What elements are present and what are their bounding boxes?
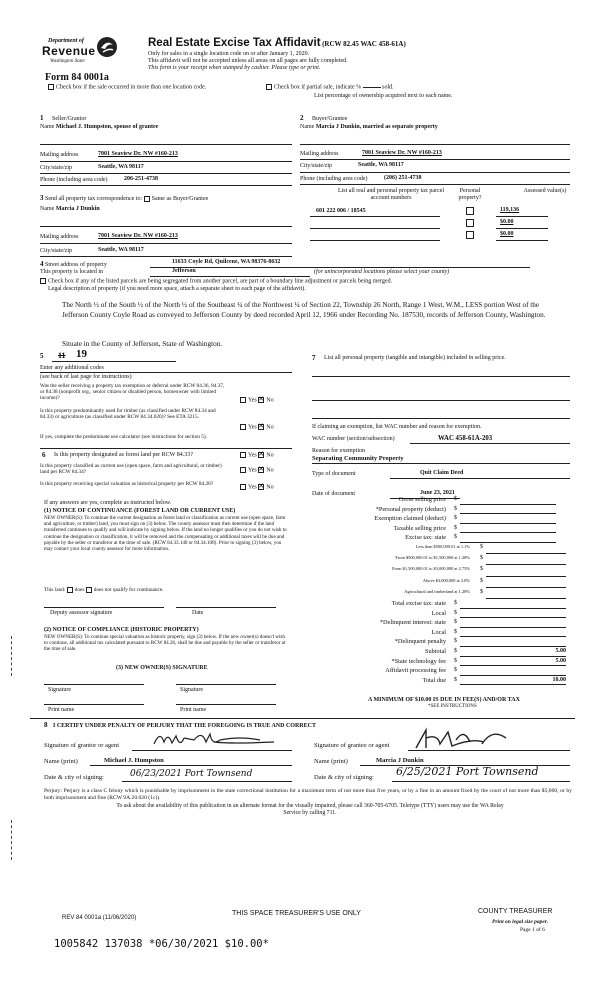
parcels-header-3: Assessed value(s) <box>523 188 567 194</box>
section5-code-value[interactable]: 19 <box>76 348 87 360</box>
tax-row <box>312 667 574 677</box>
s5-q3: If yes, complete the predominate use calculator (see instructions for section 5). <box>40 434 207 440</box>
tax-row-currency: $ <box>454 496 457 502</box>
rev-number: REV 84 0001a (11/06/2020) <box>62 915 137 921</box>
tax-row-currency: $ <box>480 555 483 562</box>
segregated-row[interactable] <box>40 278 560 285</box>
tax-row-currency: $ <box>454 676 457 683</box>
tax-row <box>312 638 574 648</box>
tax-row <box>312 506 574 516</box>
buyer-number: 2 <box>300 114 304 122</box>
tax-table <box>312 496 574 696</box>
parcel-row-2-value[interactable]: $0.00 <box>500 219 514 225</box>
tax-row-value[interactable]: 5.00 <box>555 657 566 664</box>
compliance-body: NEW OWNER(S): To continue special valuation as historic property, sign (3) below. If the new owner(s) doesn't wish to continue, all additional tax calculated pursuant to RCW 84.26, shall be due and payable by the seller or transferor at the time of sale. <box>44 634 286 653</box>
form-number: Form 84 0001a <box>45 72 109 83</box>
availability-text: To ask about the availability of this publication in an alternate format for the visually impaired, please call 360-705-6705. Teletype (TTY) users may use the WA Relay Service by calling 711. <box>116 803 504 817</box>
seller-city-label: City/state/zip <box>40 165 72 171</box>
tax-row-label: Less than $500,000.01 at 1.1% <box>415 544 470 549</box>
partial-sale-row[interactable] <box>266 84 394 91</box>
additional-codes-label: Enter any additional codes <box>40 365 104 371</box>
grantee-name-label: Name (print) <box>314 758 348 765</box>
s6-q3: Is this property receiving special valuation as historical property per RCW 84.26? <box>40 481 214 487</box>
parcels-header-2: Personal property? <box>458 188 482 201</box>
sig-grantee-label: Signature of grantee or agent <box>314 742 390 749</box>
tax-row <box>312 677 574 687</box>
sig-grantor-label: Signature of grantor or agent <box>44 742 120 749</box>
land-label: This land: <box>44 587 66 594</box>
tax-row <box>312 515 574 525</box>
corr-city-label: City/state/zip <box>40 248 72 254</box>
seller-mailing-label: Mailing address <box>40 152 79 158</box>
tax-row-label: Excise tax: state <box>405 534 446 542</box>
tax-row-label: Local <box>431 628 446 636</box>
grantor-signature[interactable] <box>150 728 280 750</box>
grantee-name-value[interactable]: Marcia J Dunkin <box>376 757 424 764</box>
seller-name-row <box>40 124 158 131</box>
s6-q3-yes-checkbox[interactable] <box>240 484 246 490</box>
wac-value[interactable]: WAC 458-61A-203 <box>438 435 493 442</box>
tax-row-label: Total excise tax: state <box>391 600 446 607</box>
street-label: Street address of property <box>45 262 107 268</box>
header-note-3: This form is your receipt when stamped by cashier. Please type or print. <box>148 65 321 71</box>
tax-row <box>312 534 574 544</box>
s5-q1-no-label: No <box>266 397 274 404</box>
s6-q2-no-label: No <box>266 467 274 474</box>
s6-q3-no-label: No <box>266 484 274 491</box>
buyer-name-row <box>300 124 438 131</box>
page-number: Page 1 of 6 <box>520 927 545 933</box>
certify-statement: I CERTIFY UNDER PENALTY OF PERJURY THAT THE FOREGOING IS TRUE AND CORRECT <box>53 723 316 729</box>
s5-q2: Is this property predominantly used for timber (as classified under RCW 84.34 and 84.33) or agriculture (as classified under RCW 84.34.020)? See ETA 3215. <box>40 408 216 421</box>
tax-row-label: Affidavit processing fee <box>385 667 446 675</box>
segregated-label: Check box if any of the listed parcels are being segregated from another parcel, are part of a boundary line adjustment or parcels being merged. <box>48 278 393 285</box>
multi-location-checkbox[interactable] <box>48 84 54 90</box>
grantee-date-value[interactable]: 6/25/2021 Port Townsend <box>396 765 539 778</box>
legal-paper-note: Print on legal size paper. <box>492 919 549 925</box>
tax-row <box>312 525 574 535</box>
segregated-checkbox[interactable] <box>40 278 46 284</box>
header-note-2: This affidavit will not be accepted unless all areas on all pages are fully completed. <box>148 58 348 65</box>
located-label: This property is located in <box>40 269 103 275</box>
s5-q2-no-checkbox[interactable] <box>258 424 264 430</box>
located-value[interactable]: Jefferson <box>172 268 196 274</box>
s5-q1-yes-checkbox[interactable] <box>240 397 246 403</box>
legal-description-text[interactable]: The North ½ of the South ½ of the North ½ of the Southeast ¼ of the Northwest ¼ of Section 22, Township 26 North, Range 1 West, W.M., LESS portion West of the Jefferson County Coyle Road as conveyed to Jefferson County by deed recorded April 12, 1966 under Recording No. 187530, records of Jefferson County, Washington. <box>62 301 546 320</box>
s5-q1-yes-label: Yes <box>248 397 257 404</box>
tax-row-currency: $ <box>454 619 457 626</box>
tax-row-label: Local <box>431 609 446 617</box>
corr-name-row <box>40 206 100 213</box>
reason-value[interactable]: Separating Community Property <box>312 455 404 462</box>
tax-row-currency: $ <box>480 588 483 595</box>
corr-mailing-label: Mailing address <box>40 234 79 240</box>
tax-row-label: Agricultural and timberland at 1.28% <box>404 588 470 594</box>
buyer-phone-value[interactable]: (206) 251-4738 <box>384 175 422 181</box>
tax-row <box>312 544 574 555</box>
doc-type-label: Type of document <box>312 471 356 477</box>
section8-number: 8 <box>44 721 48 729</box>
treasurer-use-label: THIS SPACE TREASURER'S USE ONLY <box>232 910 361 917</box>
tax-row <box>312 600 574 610</box>
s5-q2-yes-label: Yes <box>248 424 257 431</box>
tax-row-label: Above $3,000,000 at 3.0% <box>422 577 470 583</box>
s5-q2-answer[interactable] <box>240 424 274 431</box>
s6-q4: If any answers are yes, complete as instructed below. <box>44 500 172 506</box>
situate-text[interactable]: Situate in the County of Jefferson, State of Washington. <box>62 340 223 348</box>
partial-sale-label: Check box if partial sale, indicate % <box>274 84 362 91</box>
tax-row-label: *Delinquent penalty <box>394 638 446 646</box>
doc-date-label: Date of document <box>312 491 355 497</box>
additional-codes-sub: (see back of last page for instructions) <box>40 374 132 380</box>
corr-name-label: Name <box>40 206 55 212</box>
parcel-row-3-value[interactable]: $0.00 <box>500 231 514 237</box>
land-qualify-row[interactable] <box>44 587 164 593</box>
buyer-name-label: Name <box>300 124 315 130</box>
s6-q2-no-checkbox[interactable] <box>258 467 264 473</box>
tax-row <box>312 648 574 658</box>
s6-q1-no-checkbox[interactable] <box>258 452 264 458</box>
tax-row-currency: $ <box>454 515 457 522</box>
buyer-city-value[interactable]: Seattle, WA 98117 <box>358 162 404 168</box>
tax-row-label: Total due <box>422 676 446 684</box>
tax-row-currency: $ <box>454 667 457 674</box>
compliance-title: (2) NOTICE OF COMPLIANCE (HISTORIC PROPERTY) <box>44 627 199 633</box>
buyer-mailing-value[interactable]: 7001 Seaview Dr. NW #160-213 <box>362 150 442 156</box>
doc-type-value[interactable]: Quit Claim Deed <box>420 470 464 476</box>
legal-description-label: Legal description of property (if you need more space, attach a separate sheet to each page of the affidavit). <box>48 286 306 292</box>
doc-date-value[interactable]: June 23, 2021 <box>420 490 455 496</box>
tax-row-label: *Delinquent interest: state <box>379 619 446 627</box>
s5-q2-yes-checkbox[interactable] <box>240 424 246 430</box>
s6-q1-yes-label: Yes <box>248 452 257 459</box>
new-owner-print-label-1: Print name <box>48 707 75 713</box>
section7-label: List all personal property (tangible and intangible) included in selling price. <box>324 355 506 361</box>
corr-same-label: Same as Buyer/Grantee <box>151 196 209 202</box>
corr-row <box>40 194 208 203</box>
header-note-1: Only for sales in a single location code on or after January 1, 2020. <box>148 51 310 58</box>
perjury-text: Perjury: Perjury is a class C felony which is punishable by imprisonment in the state correctional institution for a maximum term of not more than five years, or by a fine in an amount fixed by the court of not more than $5,000, or by both imprisonment and fine (RCW 9A.20.020 (1c)). <box>44 788 572 801</box>
form-title: Real Estate Excise Tax Affidavit <box>148 37 321 49</box>
new-owner-signature-title: (3) NEW OWNER(S) SIGNATURE <box>116 665 208 671</box>
continuance-title: (1) NOTICE OF CONTINUANCE (FOREST LAND OR CURRENT USE) <box>44 508 236 514</box>
partial-sale-checkbox[interactable] <box>266 84 272 90</box>
section7-number: 7 <box>312 354 316 362</box>
dor-logo-line3: Washington State <box>50 59 85 64</box>
tax-row-currency: $ <box>480 566 483 573</box>
s6-q1: Is this property designated as forest land per RCW 84.33? <box>54 452 193 458</box>
tax-row-currency: $ <box>454 524 457 531</box>
land-does-label: does <box>74 587 85 594</box>
tax-row <box>312 555 574 566</box>
tax-row-label: From $1,500,000.01 to $3,000,000 at 2.75% <box>392 566 470 572</box>
s6-q2-yes-checkbox[interactable] <box>240 467 246 473</box>
corr-name-value[interactable]: Marcia J Dunkin <box>55 206 100 212</box>
s6-q3-no-checkbox[interactable] <box>258 484 264 490</box>
tax-row-currency: $ <box>454 628 457 635</box>
s5-q1-no-checkbox[interactable] <box>258 397 264 403</box>
s6-q2-answer[interactable] <box>240 467 274 474</box>
continuance-body: NEW OWNER(S): To continue the current designation as forest land or classification as current use (open space, farm and agriculture, or timber) land, you must sign on (3) below. The county assessor must then determine if the land transferred continues to qualify and will indicate by signing below. If the land no longer qualifies or you do not wish to continue the designation or classification, it will be removed and the compensating or additional taxes will be due and payable by the seller or transferor at the time of sale. (RCW 84.33.140 or 84.34.108). Prior to signing (3) below, you may contact your local county assessor for more information. <box>44 515 287 553</box>
corr-label: Send all property tax correspondence to: <box>45 196 143 202</box>
seller-phone-value[interactable]: 206-251-4738 <box>124 176 158 182</box>
tax-row-currency: $ <box>480 577 483 584</box>
s5-q1: Was the seller receiving a property tax exemption or deferral under RCW 84.36, 84.37, or 84.38 (nonprofit org., senior citizen or disabled person, homeowner with limited income)? <box>40 383 225 402</box>
partial-sold-label: sold. <box>382 84 394 91</box>
tax-row-currency: $ <box>454 657 457 664</box>
grantee-signature[interactable] <box>412 724 522 752</box>
tax-row-currency: $ <box>454 648 457 654</box>
land-does-checkbox[interactable] <box>67 587 73 593</box>
reason-label: Reason for exemption <box>312 448 365 454</box>
dor-swirl-icon <box>96 36 118 58</box>
tax-row <box>312 619 574 629</box>
new-owner-print-label-2: Print name <box>180 707 207 713</box>
tax-row-label: Gross selling price <box>398 496 446 503</box>
buyer-name-value[interactable]: Marcia J Dunkin, married as separate property <box>315 124 438 130</box>
deputy-signature-label: Deputy assessor signature <box>50 610 113 616</box>
parcel-row-3-personal-checkbox[interactable] <box>466 231 474 239</box>
parcel-row-1-value[interactable]: 119,136 <box>500 207 520 213</box>
grantor-date-label: Date & city of signing: <box>44 774 104 781</box>
street-address-value[interactable]: 11633 Coyle Rd, Quilcene, WA 98376-8632 <box>172 259 281 265</box>
wac-label: WAC number (section/subsection) <box>312 436 395 442</box>
grantee-date-label: Date & city of signing: <box>314 774 374 781</box>
form-rcw: (RCW 82.45 WAC 458-61A) <box>322 40 406 48</box>
dor-logo <box>40 36 120 66</box>
form-title-block <box>148 37 488 72</box>
grantor-name-value[interactable]: Michael J. Humpston <box>104 757 164 764</box>
section5-code-strike: 11 <box>58 351 66 360</box>
unincorporated-note: (for unincorporated locations please select your county) <box>314 269 450 275</box>
seller-label: Seller/Grantor <box>52 116 87 122</box>
parcel-row-1-number[interactable]: 601 222 006 / 18545 <box>316 208 366 214</box>
tax-row <box>312 589 574 600</box>
seller-name-label: Name <box>40 124 55 130</box>
tax-row-label: *State technology fee <box>391 657 446 665</box>
dor-logo-line1: Department of <box>48 38 84 44</box>
seller-name-value[interactable]: Michael J. Humpston, spouse of grantee <box>55 124 159 130</box>
seller-mailing-value[interactable]: 7001 Seaview Dr. NW #160-213 <box>98 151 178 157</box>
tax-row <box>312 496 574 506</box>
s6-q1-yes-checkbox[interactable] <box>240 452 246 458</box>
tax-row-label: *Personal property (deduct) <box>375 505 446 513</box>
street-row <box>40 260 107 269</box>
multi-location-row[interactable] <box>48 84 206 91</box>
tax-row-currency: $ <box>454 638 457 645</box>
tax-row <box>312 629 574 639</box>
tax-row-value[interactable]: 10.00 <box>552 676 566 683</box>
tax-row-label: Taxable selling price <box>393 524 446 532</box>
s6-q1-no-label: No <box>266 452 274 459</box>
buyer-city-label: City/state/zip <box>300 163 332 169</box>
exemption-label: If claiming an exemption, list WAC number and reason for exemption. <box>312 424 482 430</box>
s6-q2: Is this property classified as current use (open space, farm and agricultural, or timber) land per RCW 84.34? <box>40 463 222 476</box>
corr-mailing-value[interactable]: 7001 Seaview Dr. NW #160-213 <box>98 233 178 239</box>
parcel-row-1-personal-checkbox[interactable] <box>466 207 474 215</box>
parcels-header-1: List all real and personal property tax parcel account numbers <box>337 188 445 201</box>
tax-row <box>312 578 574 589</box>
tax-row <box>312 658 574 668</box>
grantor-name-label: Name (print) <box>44 758 78 765</box>
grantor-date-value[interactable]: 06/23/2021 Port Townsend <box>130 769 253 779</box>
new-owner-signature-label-2: Signature <box>180 687 203 693</box>
tax-row-value[interactable]: 5.00 <box>555 648 566 654</box>
tax-row-currency: $ <box>454 505 457 512</box>
deputy-date-label: Date <box>192 610 204 616</box>
corr-number: 3 <box>40 194 44 202</box>
buyer-mailing-label: Mailing address <box>300 151 339 157</box>
tax-row-currency: $ <box>454 600 457 606</box>
s5-q1-answer[interactable] <box>240 397 274 404</box>
land-does-not-label: does not qualify for continuance. <box>93 587 164 594</box>
s6-q2-yes-label: Yes <box>248 467 257 474</box>
seller-city-value[interactable]: Seattle, WA 98117 <box>98 164 144 170</box>
corr-same-checkbox[interactable] <box>144 196 150 202</box>
tax-row-currency: $ <box>480 544 483 550</box>
s6-q1-answer[interactable] <box>240 452 274 459</box>
see-instructions-note: *SEE INSTRUCTIONS <box>428 704 477 709</box>
county-treasurer-label: COUNTY TREASURER <box>478 908 553 915</box>
minimum-due-note: A MINIMUM OF $10.00 IS DUE IN FEE(S) AND/OR TAX <box>368 697 520 703</box>
tax-row <box>312 566 574 577</box>
s5-q2-no-label: No <box>266 424 274 431</box>
tax-row <box>312 610 574 620</box>
new-owner-signature-label-1: Signature <box>48 687 71 693</box>
receipt-stamp: 1005842 137038 *06/30/2021 $10.00* <box>54 938 269 950</box>
list-pct-note: List percentage of ownership acquired next to each name. <box>314 93 453 99</box>
buyer-label: Buyer/Grantee <box>312 116 348 122</box>
corr-city-value[interactable]: Seattle, WA 98117 <box>98 247 144 253</box>
tax-row-label: From $500,000.01 to $1,500,000 at 1.28% <box>395 555 470 561</box>
land-does-not-checkbox[interactable] <box>86 587 92 593</box>
section6-number: 6 <box>42 451 46 459</box>
parcel-row-2-personal-checkbox[interactable] <box>466 219 474 227</box>
s6-q3-yes-label: Yes <box>248 484 257 491</box>
dor-logo-line2: Revenue <box>42 44 96 58</box>
tax-row-label: Subtotal <box>425 648 446 655</box>
tax-row-label: Exemption claimed (deduct) <box>374 515 446 523</box>
section5-number: 5 <box>40 352 44 360</box>
buyer-phone-label: Phone (including area code) <box>300 176 368 182</box>
seller-number: 1 <box>40 114 44 122</box>
tax-row-currency: $ <box>454 534 457 541</box>
s6-q3-answer[interactable] <box>240 484 274 491</box>
seller-phone-label: Phone (including area code) <box>40 177 108 183</box>
street-number: 4 <box>40 260 44 268</box>
multi-location-label: Check box if the sale occurred in more than one location code. <box>56 84 207 91</box>
tax-row-currency: $ <box>454 609 457 616</box>
